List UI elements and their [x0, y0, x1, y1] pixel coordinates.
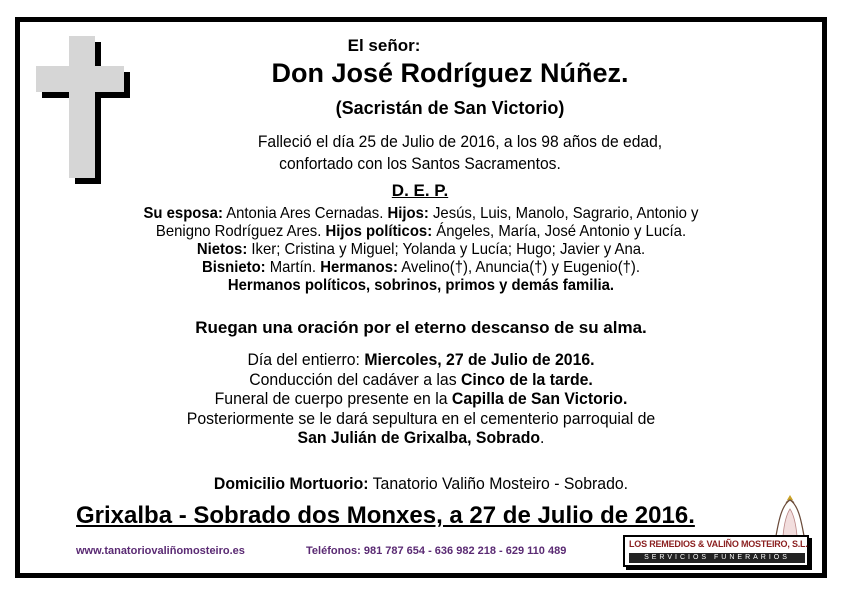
family-line-3: Nietos: Iker; Cristina y Miguel; Yolanda y Lucía; Hugo; Javier y Ana.: [196, 241, 646, 258]
service-line: Funeral de cuerpo presente en la Capilla de San Victorio.: [214, 389, 628, 408]
conduction-line: Conducción del cadáver a las Cinco de la tarde.: [249, 369, 593, 389]
death-line-2: confortado con los Santos Sacramentos.: [279, 154, 561, 173]
family-block: [67, 205, 776, 295]
cemetery-line: San Julián de Grixalba, Sobrado.: [297, 428, 545, 447]
family-line-4: Bisnieto: Martín. Hermanos: Avelino(†), Anuncia(†) y Eugenio(†).: [201, 259, 641, 276]
funeral-home-logo: [623, 535, 809, 567]
place-date-line: Grixalba - Sobrado dos Monxes, a 27 de Julio de 2016.: [76, 502, 695, 529]
burial-line: Posteriormente se le dará sepultura en el cementerio parroquial de: [186, 408, 656, 428]
notice-intro: El señor:: [347, 36, 421, 55]
family-line-2: Benigno Rodríguez Ares. Hijos políticos: Ángeles, María, José Antonio y Lucía.: [155, 223, 687, 240]
virgin-figure-icon: [773, 493, 807, 537]
funeral-block: [29, 350, 812, 448]
burial-day-line: Día del entierro: Miercoles, 27 de Julio de 2016.: [247, 350, 595, 369]
deceased-name: Don José Rodríguez Núñez.: [271, 58, 629, 88]
logo-subtitle: SERVICIOS FUNERARIOS: [629, 553, 805, 563]
phone-numbers: Teléfonos: 981 787 654 - 636 982 218 - 629 110 489: [306, 545, 567, 557]
logo-title: LOS REMEDIOS & VALIÑO MOSTEIRO, S.L.: [629, 539, 808, 549]
family-line-5: Hermanos políticos, sobrinos, primos y demás familia.: [227, 277, 615, 294]
deceased-role: (Sacristán de San Victorio): [335, 98, 565, 118]
dep-heading: D. E. P.: [391, 181, 449, 200]
family-line-1: Su esposa: Antonia Ares Cernadas. Hijos: Jesús, Luis, Manolo, Sagrario, Antonio y: [143, 205, 699, 222]
website-link[interactable]: www.tanatoriovaliñomosteiro.es: [76, 545, 245, 557]
domicile-line: Domicilio Mortuorio: Tanatorio Valiño Mosteiro - Sobrado.: [213, 474, 629, 493]
prayer-line: Ruegan una oración por el eterno descanso de su alma.: [195, 318, 647, 337]
death-line-1: Falleció el día 25 de Julio de 2016, a los 98 años de edad,: [257, 132, 663, 151]
